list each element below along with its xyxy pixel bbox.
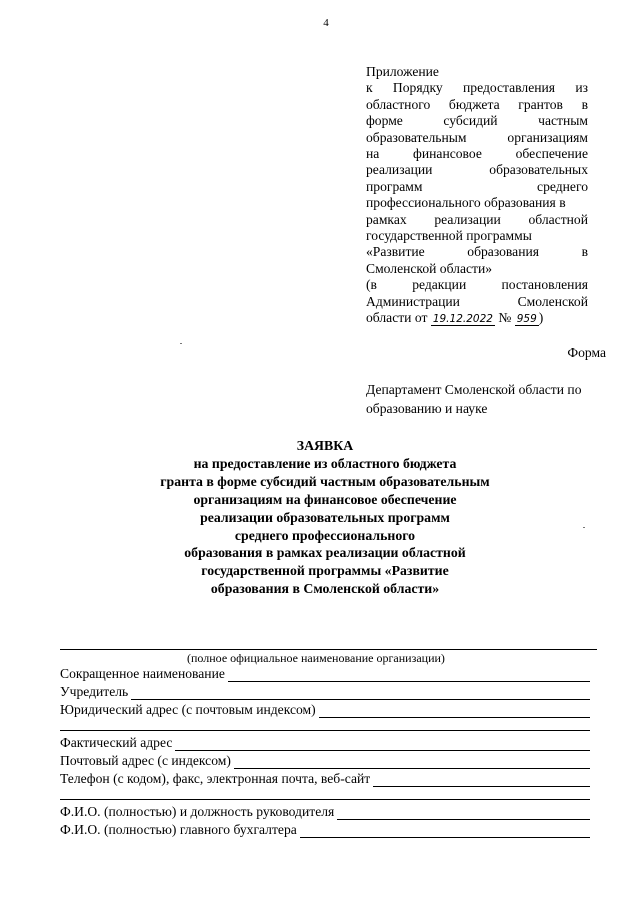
- annex-line: областного бюджета грантов в: [366, 96, 588, 112]
- title-line: образования в рамках реализации областной: [184, 545, 466, 561]
- annex-line: реализации образовательных: [366, 162, 588, 178]
- legal-address-line[interactable]: [319, 703, 590, 718]
- annex-line: (в редакции постановления: [366, 277, 588, 293]
- head-label: Ф.И.О. (полностью) и должность руководителя: [60, 804, 335, 819]
- annex-line: на финансовое обеспечение: [366, 146, 588, 162]
- org-name-hint: (полное официальное наименование организации): [187, 651, 445, 665]
- handwritten-date: 19.12.2022: [432, 313, 493, 326]
- org-name-line[interactable]: [60, 649, 597, 650]
- title-line: среднего профессионального: [234, 527, 416, 543]
- title-line: организациям на финансовое обеспечение: [193, 491, 457, 507]
- title-heading: ЗАЯВКА: [296, 438, 354, 453]
- page-number: 4: [323, 17, 329, 29]
- document-title: [110, 437, 540, 598]
- short-name-line[interactable]: [228, 667, 590, 682]
- contacts-field[interactable]: [60, 769, 590, 787]
- founder-field[interactable]: [60, 682, 590, 700]
- actual-address-label: Фактический адрес: [60, 735, 173, 750]
- postal-address-line[interactable]: [234, 754, 590, 769]
- annex-line: форме субсидий частным: [366, 113, 588, 129]
- annex-last-prefix: области от: [366, 310, 428, 326]
- annex-line: государственной программы: [366, 228, 532, 244]
- department-name: Департамент Смоленской области по образованию и науке: [366, 382, 582, 416]
- title-line: на предоставление из областного бюджета: [193, 455, 457, 471]
- founder-label: Учредитель: [60, 684, 129, 699]
- form-label: Форма: [567, 345, 606, 360]
- annex-line: программ среднего: [366, 178, 588, 194]
- number-sign: №: [498, 310, 512, 326]
- annex-line: рамках реализации областной: [366, 211, 588, 227]
- head-field[interactable]: [60, 802, 590, 820]
- annex-line: к Порядку предоставления из: [366, 80, 588, 96]
- annex-last-line: [366, 310, 543, 325]
- contacts-line[interactable]: [373, 772, 590, 787]
- contacts-label: Телефон (с кодом), факс, электронная почта, веб-сайт: [60, 771, 371, 786]
- annex-line: Смоленской области»: [366, 260, 493, 276]
- annex-line: Приложение: [366, 64, 439, 79]
- title-line: государственной программы «Развитие: [201, 563, 449, 579]
- accountant-label: Ф.И.О. (полностью) главного бухгалтера: [60, 822, 297, 837]
- legal-address-field[interactable]: [60, 700, 590, 718]
- legal-address-label: Юридический адрес (с почтовым индексом): [60, 702, 316, 717]
- postal-address-label: Почтовый адрес (с индексом): [60, 753, 231, 768]
- annex-line: «Развитие образования в: [366, 244, 588, 260]
- short-name-field[interactable]: [60, 664, 590, 682]
- title-line: реализации образовательных программ: [200, 509, 450, 525]
- annex-line: образовательным организациям: [366, 129, 588, 145]
- short-name-label: Сокращенное наименование: [60, 666, 225, 681]
- founder-line[interactable]: [131, 685, 590, 700]
- title-line: образования в Смоленской области»: [210, 581, 440, 597]
- annex-line: Администрации Смоленской: [366, 293, 588, 309]
- accountant-line[interactable]: [300, 823, 590, 838]
- actual-address-line[interactable]: [175, 736, 590, 751]
- contacts-extra-line[interactable]: [60, 799, 590, 800]
- closing-parenthesis: ): [538, 310, 544, 326]
- scan-speck: [583, 527, 585, 528]
- handwritten-number: 959: [516, 313, 537, 326]
- head-line[interactable]: [337, 805, 590, 820]
- scan-speck: [180, 343, 182, 344]
- annex-line: профессионального образования в: [366, 195, 566, 211]
- title-line: гранта в форме субсидий частным образовательным: [160, 473, 490, 489]
- legal-address-extra-line[interactable]: [60, 730, 590, 731]
- annex-block: [366, 64, 588, 327]
- actual-address-field[interactable]: [60, 733, 590, 751]
- postal-address-field[interactable]: [60, 751, 590, 769]
- accountant-field[interactable]: [60, 820, 590, 838]
